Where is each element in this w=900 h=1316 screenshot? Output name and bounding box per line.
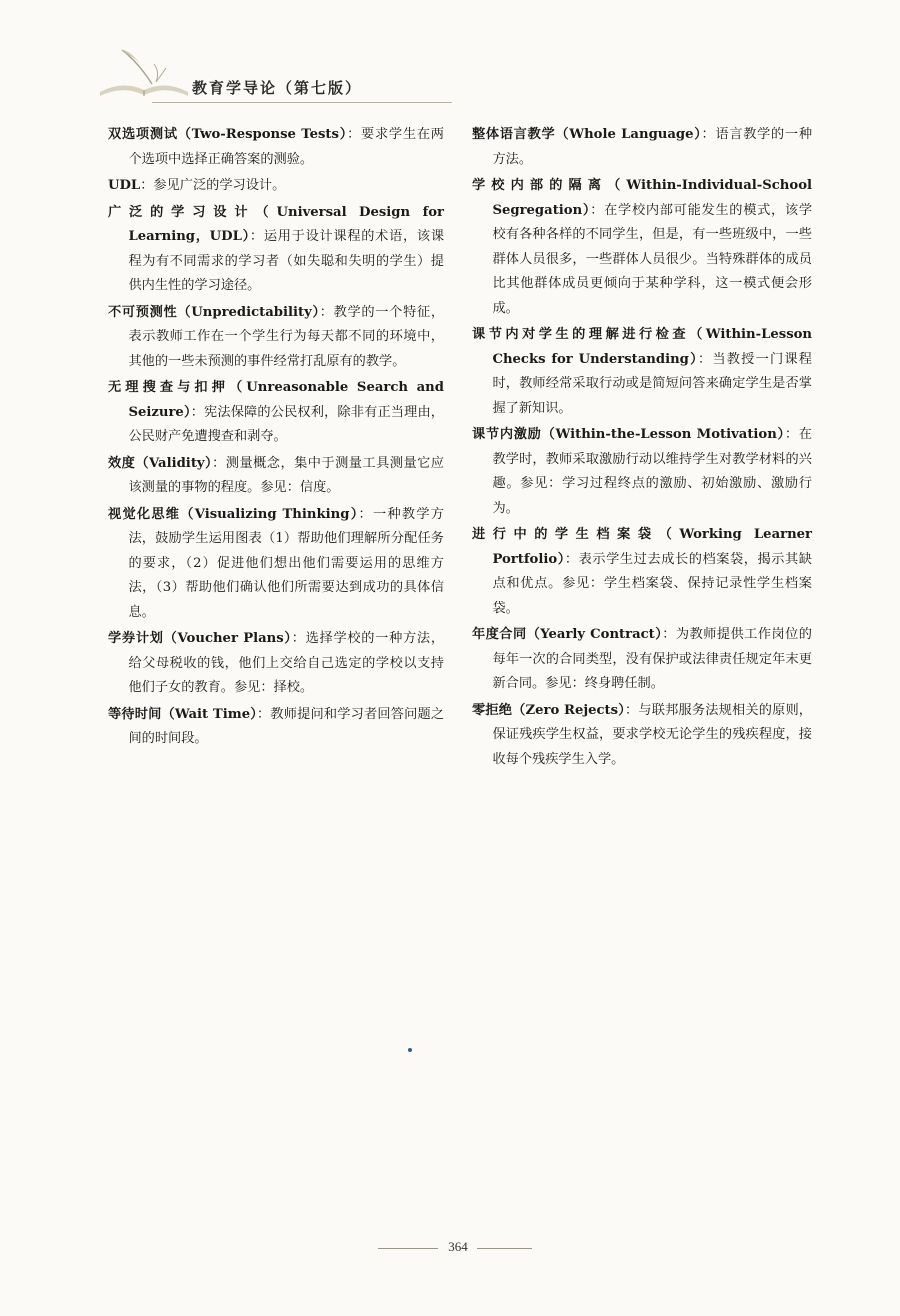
entry-term: 整体语言教学（Whole Language）: [472, 127, 702, 142]
glossary-entry: [472, 323, 812, 421]
entry-definition: ：在教学时，教师采取激励行动以维持学生对教学材料的兴趣。参见：学习过程终点的激励、初始激励、激励行为。: [492, 427, 812, 516]
entry-term: 学校内部的隔离（Within-Individual-School Segregation）: [472, 178, 812, 218]
glossary-entry: [108, 503, 444, 626]
glossary-entry: [472, 623, 812, 697]
entry-definition: ：教学的一个特征，表示教师工作在一个学生行为每天都不同的环境中，其他的一些未预测的事件经常打乱原有的教学。: [128, 304, 445, 369]
footer-ornament-right: [477, 1248, 532, 1249]
glossary-entry: [108, 627, 444, 701]
entry-term: 无理搜查与扣押（Unreasonable Search and Seizure）: [108, 380, 444, 420]
glossary-entry: [472, 523, 812, 621]
glossary-entry: [472, 699, 812, 773]
entry-definition: ：测量概念，集中于测量工具测量它应该测量的事物的程度。参见：信度。: [128, 455, 444, 495]
entry-definition: ：为教师提供工作岗位的每年一次的合同类型，没有保护或法律责任规定年末更新合同。参见：终身聘任制。: [492, 627, 812, 691]
glossary-entry: [108, 301, 444, 375]
entry-definition: ：与联邦服务法规相关的原则，保证残疾学生权益，要求学校无论学生的残疾程度，接收每个残疾学生入学。: [492, 702, 812, 767]
entry-term: 课节内激励（Within-the-Lesson Motivation）: [472, 427, 785, 442]
entry-definition: ：当教授一门课程时，教师经常采取行动或是简短问答来确定学生是否掌握了新知识。: [492, 351, 812, 416]
entry-term: 课节内对学生的理解进行检查（Within-Lesson Checks for Understanding）: [472, 327, 812, 367]
entry-definition: ：参见广泛的学习设计。: [140, 178, 286, 193]
glossary-entry: [108, 703, 444, 752]
entry-term: 年度合同（Yearly Contract）: [472, 627, 663, 642]
entry-definition: ：选择学校的一种方法，给父母税收的钱，他们上交给自己选定的学校以支持他们子女的教育。参见：择校。: [128, 631, 445, 695]
footer-ornament-left: [378, 1248, 438, 1249]
entry-definition: ：在学校内部可能发生的模式，该学校有各种各样的不同学生，但是，有一些班级中，一些群体人员很多，一些群体人员很少。当特殊群体的成员比其他群体成员更倾向于某种学科，这一模式便会形成。: [492, 202, 813, 316]
header-rule: [152, 102, 452, 103]
glossary-entry: [108, 452, 444, 501]
book-quill-icon: [92, 44, 192, 104]
entry-definition: ：语言教学的一种方法。: [492, 127, 813, 167]
entry-term: 不可预测性（Unpredictability）: [108, 304, 320, 320]
entry-definition: ：运用于设计课程的术语，该课程为有不同需求的学习者（如失聪和失明的学生）提供内生性的学习途径。: [128, 229, 445, 293]
entry-term: UDL: [108, 178, 141, 193]
running-header: [92, 44, 412, 104]
entry-term: 等待时间（Wait Time）: [108, 706, 258, 722]
entry-term: 学券计划（Voucher Plans）: [108, 631, 292, 646]
glossary-entry: [472, 423, 812, 521]
header-title: 教育学导论（第七版）: [192, 79, 363, 97]
glossary-entry: [108, 201, 444, 299]
glossary-left-column: [108, 123, 444, 754]
glossary-entry: [108, 376, 444, 450]
entry-definition: ：要求学生在两个选项中选择正确答案的测验。: [128, 127, 444, 167]
entry-definition: ：表示学生过去成长的档案袋，揭示其缺点和优点。参见：学生档案袋、保持记录性学生档案袋。: [492, 551, 812, 616]
entry-term: 双选项测试（Two-Response Tests）: [108, 127, 348, 142]
page-number: 364: [448, 1239, 468, 1254]
page-footer: [0, 1237, 900, 1261]
entry-term: 广泛的学习设计（Universal Design for Learning，UDL）: [108, 204, 444, 244]
entry-term: 进行中的学生档案袋（Working Learner Portfolio）: [472, 527, 812, 567]
glossary-entry: [108, 174, 444, 199]
entry-definition: ：一种教学方法，鼓励学生运用图表（1）帮助他们理解所分配任务的要求，（2）促进他们想出他们需要运用的思维方法，（3）帮助他们确认他们所需要达到成功的具体信息。: [128, 506, 444, 620]
print-speck: [408, 1048, 412, 1052]
entry-term: 视觉化思维（Visualizing Thinking）: [108, 506, 359, 522]
glossary-entry: [472, 123, 812, 172]
entry-definition: ：教师提问和学习者回答问题之间的时间段。: [128, 706, 445, 746]
entry-term: 效度（Validity）: [108, 455, 213, 471]
glossary-entry: [472, 174, 812, 321]
entry-definition: ：宪法保障的公民权利，除非有正当理由，公民财产免遭搜查和剥夺。: [128, 404, 444, 444]
entry-term: 零拒绝（Zero Rejects）: [472, 702, 626, 718]
glossary-right-column: [472, 123, 812, 774]
glossary-entry: [108, 123, 444, 172]
